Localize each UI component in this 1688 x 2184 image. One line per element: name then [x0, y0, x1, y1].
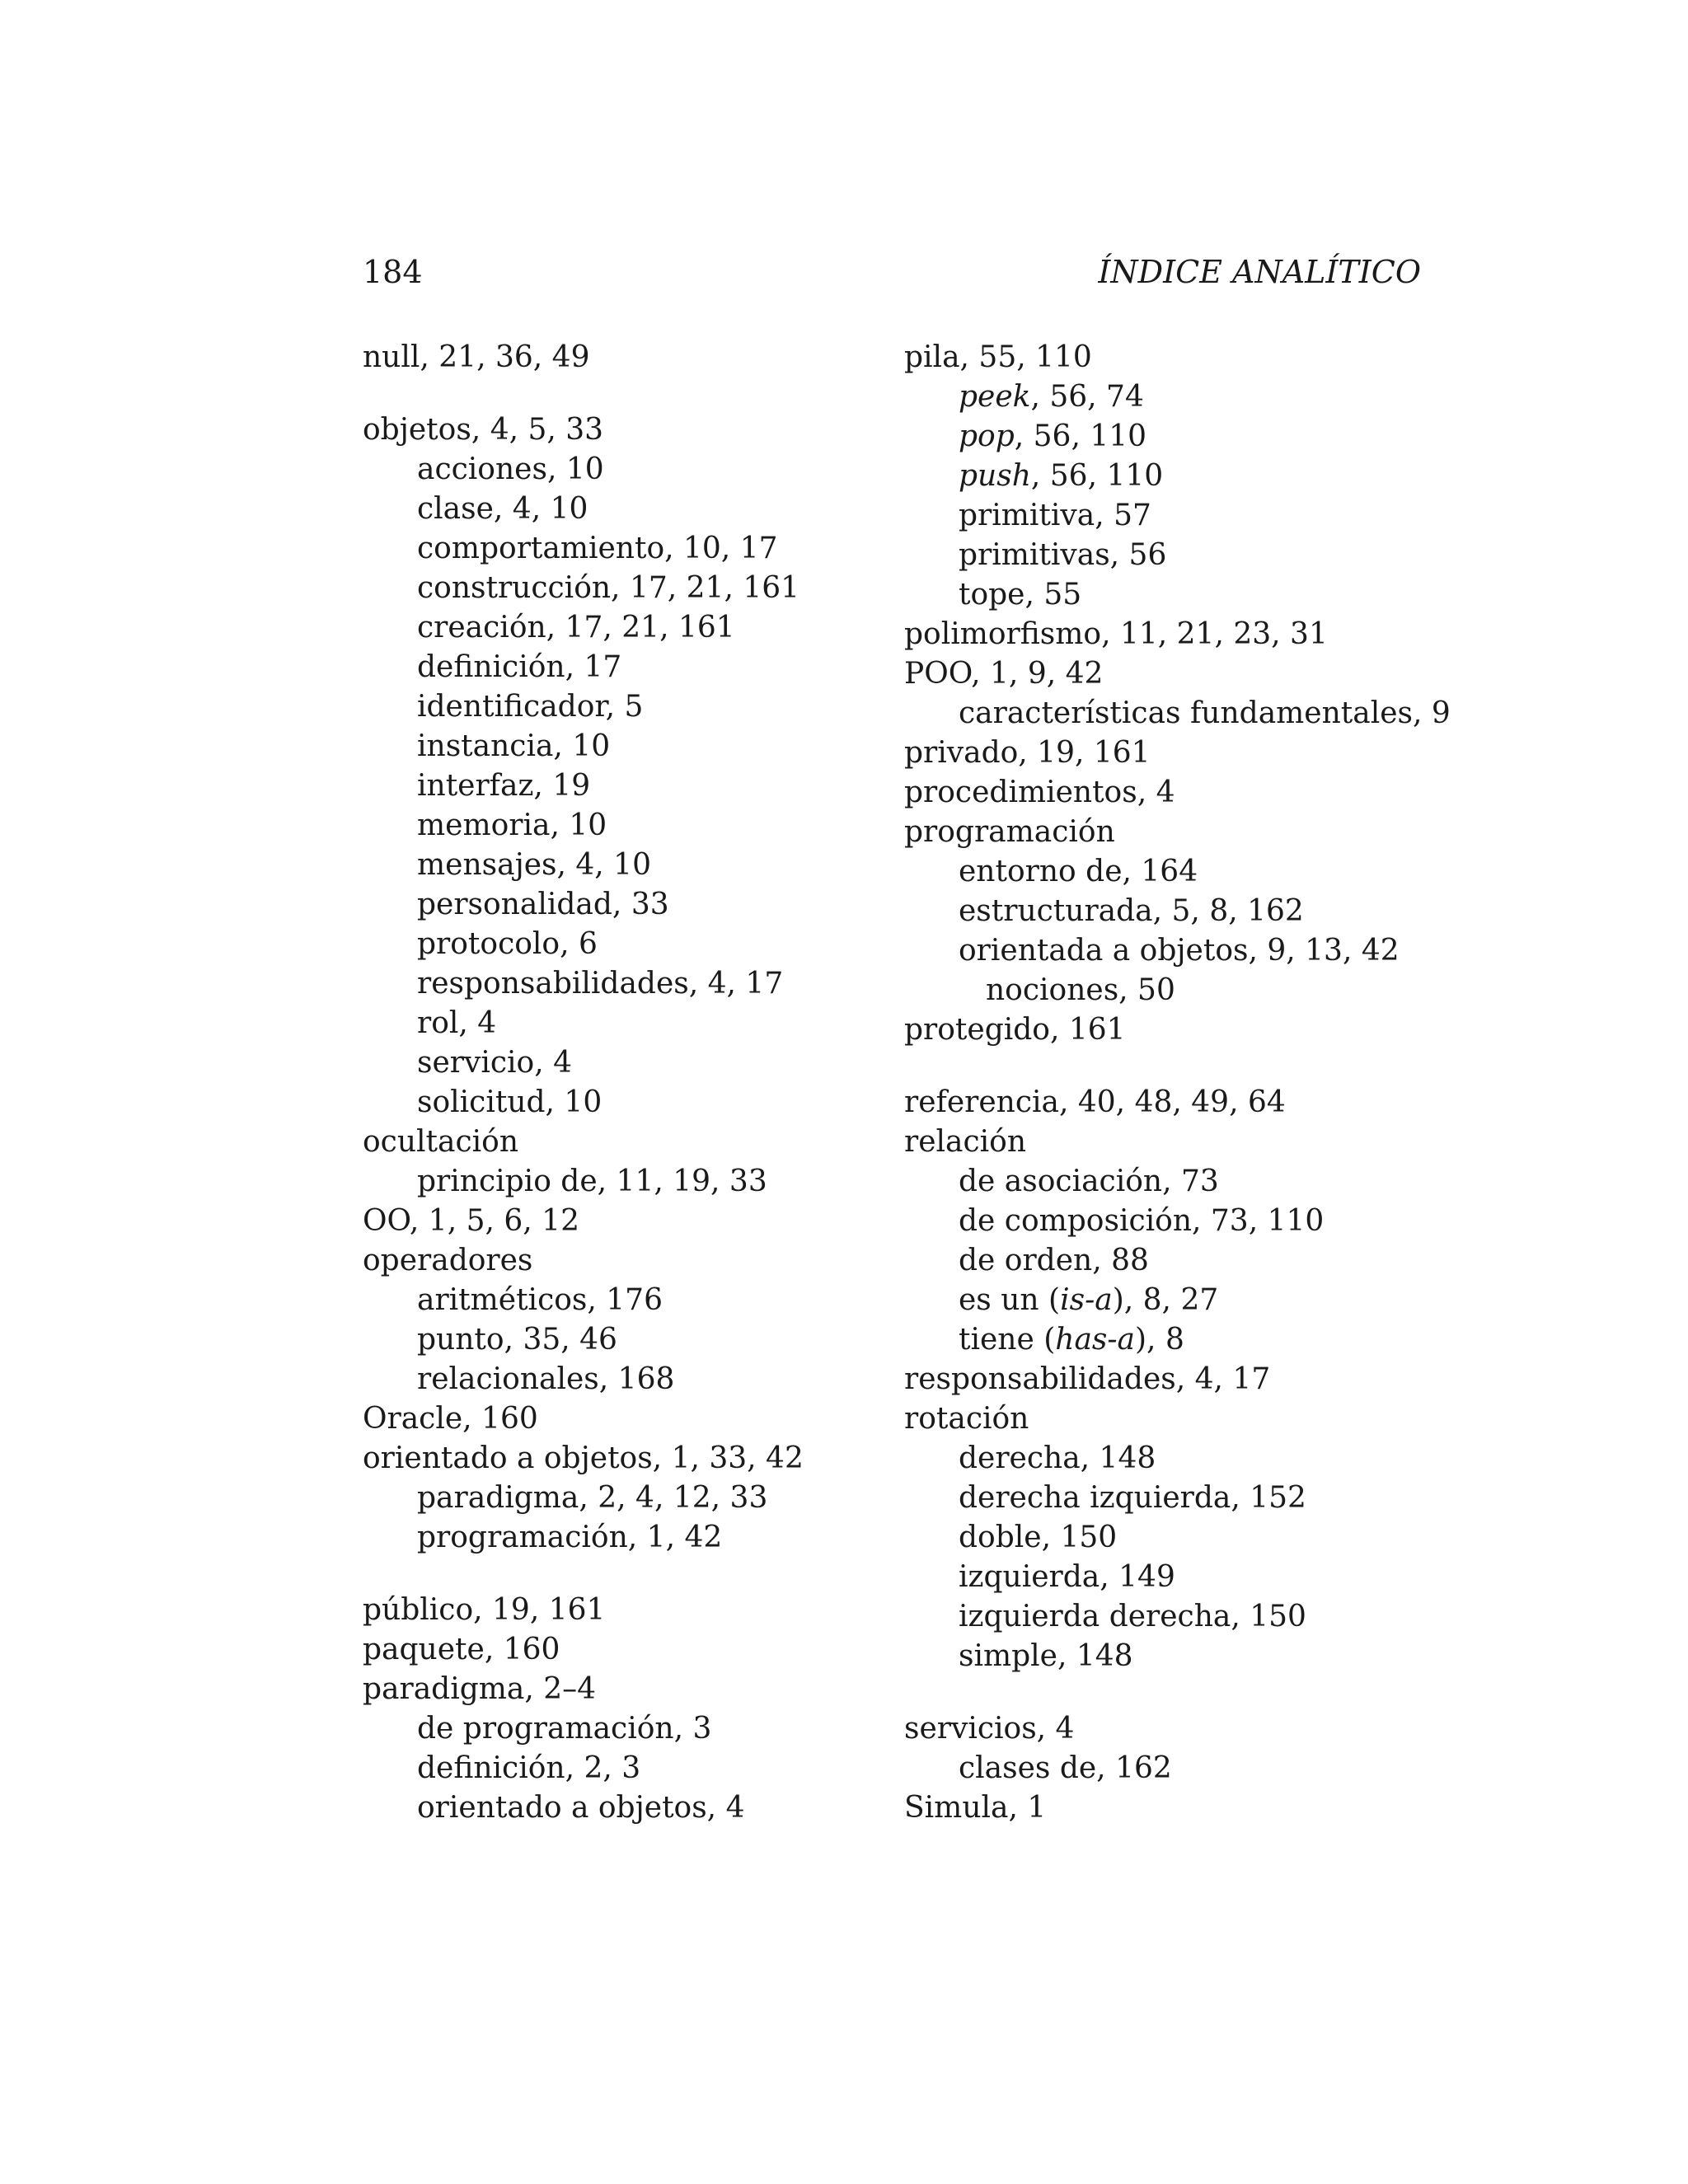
entry-text: principio de, 11, 19, 33 — [417, 1165, 767, 1198]
entry-text: instancia, 10 — [417, 729, 611, 763]
group-separator — [904, 1050, 1432, 1083]
index-subentry — [904, 694, 1451, 733]
entry-text: orientada a objetos, 9, 13, 42 — [959, 934, 1400, 968]
index-entry — [363, 1670, 907, 1709]
entry-text: nociones, 50 — [986, 973, 1175, 1007]
entry-text: creación, 17, 21, 161 — [417, 611, 735, 644]
entry-text: Oracle, 160 — [363, 1402, 538, 1436]
entry-text: relación — [904, 1125, 1027, 1159]
index-subentry — [904, 931, 1432, 971]
index-entry — [904, 1399, 1432, 1439]
entry-term-italic: pop — [959, 419, 1015, 453]
entry-text: identificador, 5 — [417, 690, 644, 724]
index-subentry — [363, 964, 907, 1004]
entry-text: OO, 1, 5, 6, 12 — [363, 1204, 579, 1238]
entry-text: programación — [904, 815, 1115, 849]
entry-text: memoria, 10 — [417, 808, 607, 842]
index-subentry — [363, 529, 907, 569]
index-entry — [363, 1439, 907, 1479]
entry-text: , 56, 110 — [1014, 419, 1147, 453]
index-subentry — [904, 496, 1432, 536]
index-subentry — [904, 1597, 1432, 1637]
entry-text: paquete, 160 — [363, 1633, 560, 1666]
index-subentry — [363, 1360, 907, 1399]
entry-text: clase, 4, 10 — [417, 492, 588, 526]
entry-text: orientado a objetos, 4 — [417, 1791, 745, 1825]
entry-text: entorno de, 164 — [959, 855, 1198, 888]
index-entry — [363, 1122, 907, 1162]
index-subentry — [904, 1162, 1432, 1202]
entry-text: tope, 55 — [959, 578, 1082, 612]
running-head: ÍNDICE ANALÍTICO — [1098, 254, 1421, 290]
index-subentry — [904, 417, 1432, 457]
entry-text: pila, 55, 110 — [904, 340, 1092, 374]
entry-text: personalidad, 33 — [417, 888, 669, 921]
index-entry — [904, 1788, 1432, 1828]
entry-text: protocolo, 6 — [417, 927, 598, 961]
index-subentry — [363, 490, 907, 529]
entry-text: comportamiento, 10, 17 — [417, 532, 778, 565]
entry-text: solicitud, 10 — [417, 1085, 603, 1119]
entry-text: ), 8, 27 — [1112, 1283, 1219, 1317]
entry-text: izquierda, 149 — [959, 1560, 1175, 1594]
index-entry — [363, 1241, 907, 1281]
entry-text: primitiva, 57 — [959, 499, 1151, 532]
index-subentry — [904, 852, 1432, 892]
entry-text: doble, 150 — [959, 1521, 1118, 1554]
entry-text: derecha, 148 — [959, 1441, 1156, 1475]
index-subentry — [904, 1749, 1432, 1788]
entry-text: ), 8 — [1135, 1323, 1184, 1357]
index-entry — [904, 338, 1432, 377]
index-entry — [904, 1360, 1432, 1399]
entry-text: de asociación, 73 — [959, 1165, 1219, 1198]
entry-text: definición, 2, 3 — [417, 1751, 641, 1785]
entry-text: paradigma, 2, 4, 12, 33 — [417, 1481, 768, 1515]
index-subentry — [363, 766, 907, 806]
entry-text: Simula, 1 — [904, 1791, 1047, 1825]
index-subentry — [363, 608, 907, 648]
index-subentry — [904, 1439, 1432, 1479]
index-column-right — [904, 338, 1451, 1828]
entry-text: punto, 35, 46 — [417, 1323, 617, 1357]
index-subentry — [363, 569, 907, 608]
index-entry — [904, 733, 1432, 773]
index-subentry — [363, 1004, 907, 1043]
entry-text: izquierda derecha, 150 — [959, 1600, 1306, 1633]
index-subentry — [904, 575, 1432, 615]
index-entry — [904, 773, 1432, 813]
entry-text: interfaz, 19 — [417, 769, 591, 803]
index-subentry — [904, 536, 1432, 575]
entry-text: primitivas, 56 — [959, 538, 1167, 572]
index-subentry — [904, 1320, 1432, 1360]
entry-term-italic: peek — [959, 380, 1031, 414]
entry-text: referencia, 40, 48, 49, 64 — [904, 1085, 1286, 1119]
index-subentry — [363, 1043, 907, 1083]
entry-text: servicio, 4 — [417, 1046, 572, 1080]
index-subentry — [363, 648, 907, 687]
entry-text: servicios, 4 — [904, 1712, 1075, 1746]
entry-text: rol, 4 — [417, 1006, 497, 1040]
entry-text: derecha izquierda, 152 — [959, 1481, 1306, 1515]
index-subentry — [904, 1479, 1432, 1518]
index-entry — [363, 1630, 907, 1670]
index-subentry — [904, 377, 1432, 417]
index-subentry — [363, 1479, 907, 1518]
entry-text: características fundamentales, 9 — [959, 696, 1451, 730]
index-entry — [904, 654, 1432, 694]
index-subentry — [904, 1637, 1432, 1676]
index-subentry — [363, 925, 907, 964]
entry-text: responsabilidades, 4, 17 — [904, 1362, 1271, 1396]
index-subentry — [904, 971, 1432, 1010]
index-subentry — [904, 1281, 1432, 1320]
index-subentry — [904, 1558, 1432, 1597]
index-entry — [363, 1202, 907, 1241]
entry-text: paradigma, 2–4 — [363, 1672, 597, 1706]
entry-text: clases de, 162 — [959, 1751, 1172, 1785]
entry-text: programación, 1, 42 — [417, 1521, 723, 1554]
index-subentry — [363, 450, 907, 490]
index-column-left — [363, 338, 907, 1828]
index-subentry — [363, 1518, 907, 1558]
index-subentry — [363, 1162, 907, 1202]
index-entry — [904, 1122, 1432, 1162]
index-subentry — [363, 806, 907, 846]
index-subentry — [363, 727, 907, 766]
entry-text: acciones, 10 — [417, 452, 604, 486]
index-subentry — [363, 1320, 907, 1360]
entry-text: de orden, 88 — [959, 1244, 1149, 1277]
index-subentry — [363, 1749, 907, 1788]
entry-text: de composición, 73, 110 — [959, 1204, 1325, 1238]
index-entry — [363, 410, 907, 450]
index-subentry — [904, 1518, 1432, 1558]
entry-text: mensajes, 4, 10 — [417, 848, 651, 882]
index-entry — [904, 1709, 1432, 1749]
entry-text: orientado a objetos, 1, 33, 42 — [363, 1441, 804, 1475]
index-entry — [904, 1010, 1432, 1050]
index-subentry — [363, 1281, 907, 1320]
group-separator — [904, 1676, 1432, 1709]
entry-text: protegido, 161 — [904, 1013, 1126, 1047]
index-entry — [904, 1083, 1432, 1122]
index-subentry — [363, 846, 907, 885]
entry-text: aritméticos, 176 — [417, 1283, 663, 1317]
group-separator — [363, 377, 907, 410]
entry-text: definición, 17 — [417, 650, 622, 684]
entry-text: POO, 1, 9, 42 — [904, 657, 1104, 691]
index-subentry — [904, 1202, 1432, 1241]
entry-text: de programación, 3 — [417, 1712, 712, 1746]
entry-text: operadores — [363, 1244, 533, 1277]
index-entry — [363, 1399, 907, 1439]
entry-text: objetos, 4, 5, 33 — [363, 413, 604, 447]
index-entry — [363, 338, 907, 377]
entry-text: estructurada, 5, 8, 162 — [959, 894, 1304, 928]
entry-text: privado, 19, 161 — [904, 736, 1151, 770]
entry-text: relacionales, 168 — [417, 1362, 675, 1396]
group-separator — [363, 1558, 907, 1591]
index-subentry — [363, 1788, 907, 1828]
entry-text: ocultación — [363, 1125, 518, 1159]
entry-text: null, 21, 36, 49 — [363, 340, 590, 374]
entry-text: público, 19, 161 — [363, 1593, 606, 1627]
entry-text: responsabilidades, 4, 17 — [417, 967, 784, 1001]
entry-term-italic: has-a — [1055, 1323, 1136, 1357]
entry-text: construcción, 17, 21, 161 — [417, 571, 800, 605]
index-entry — [904, 813, 1432, 852]
index-entry — [363, 1591, 907, 1630]
index-subentry — [904, 457, 1432, 496]
index-subentry — [363, 885, 907, 925]
entry-text: , 56, 110 — [1030, 459, 1164, 493]
entry-text: simple, 148 — [959, 1639, 1133, 1673]
entry-text: procedimientos, 4 — [904, 776, 1175, 809]
entry-text: polimorfismo, 11, 21, 23, 31 — [904, 617, 1328, 651]
page-header — [363, 249, 1421, 295]
index-subentry — [363, 687, 907, 727]
index-subentry — [904, 1241, 1432, 1281]
entry-prefix: tiene ( — [959, 1323, 1056, 1357]
index-subentry — [363, 1083, 907, 1122]
entry-text: rotación — [904, 1402, 1029, 1436]
index-subentry — [363, 1709, 907, 1749]
page-number: 184 — [363, 254, 423, 290]
entry-term-italic: push — [959, 459, 1031, 493]
entry-term-italic: is-a — [1060, 1283, 1113, 1317]
index-entry — [904, 615, 1432, 654]
entry-text: , 56, 74 — [1030, 380, 1144, 414]
entry-prefix: es un ( — [959, 1283, 1061, 1317]
index-subentry — [904, 892, 1432, 931]
